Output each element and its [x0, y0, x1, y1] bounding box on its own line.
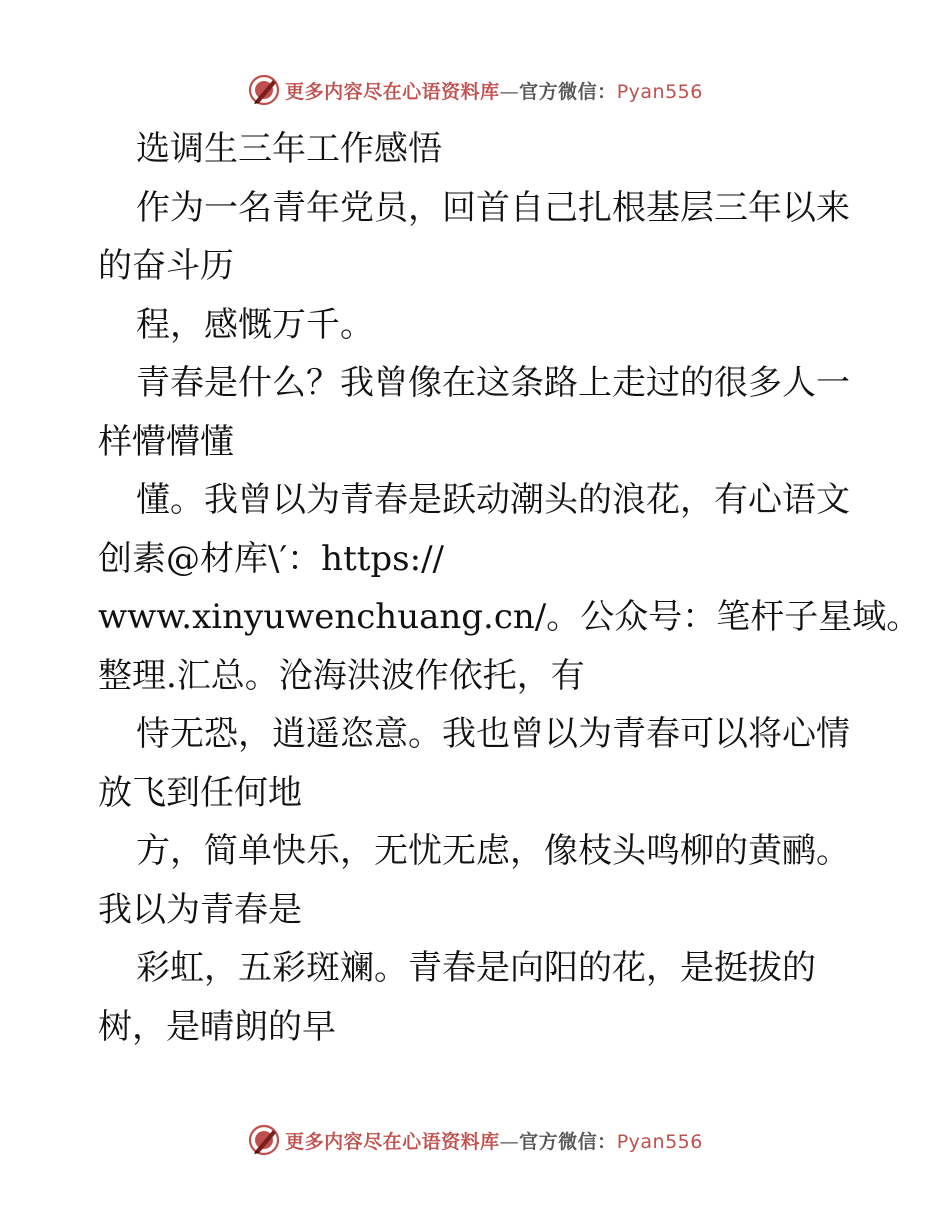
- footer-banner-id: Pyan556: [616, 1130, 703, 1153]
- doc-line: 我以为青春是: [98, 889, 302, 930]
- doc-line: 放飞到任何地: [98, 772, 302, 813]
- footer-banner: [0, 1120, 950, 1160]
- doc-line: 样懵懵懂: [98, 421, 234, 462]
- doc-line: 程，感慨万千。: [136, 304, 374, 345]
- header-banner-dash: —: [499, 80, 520, 103]
- footer-banner-main: 更多内容尽在心语资料库: [285, 1130, 500, 1153]
- footer-banner-text: [285, 1127, 703, 1154]
- header-banner-text: [285, 77, 703, 104]
- footer-banner-dash: —: [499, 1130, 520, 1153]
- doc-line: 的奋斗历: [98, 246, 234, 286]
- doc-line: 恃无恐，逍遥恣意。我也曾以为青春可以将心情: [136, 714, 850, 754]
- doc-line: 彩虹，五彩斑斓。青春是向阳的花，是挺拔的: [136, 948, 816, 988]
- header-banner: [0, 70, 950, 110]
- header-banner-id: Pyan556: [616, 80, 703, 103]
- doc-line: www.xinyuwenchuang.cn/。公众号：笔杆子星域。: [98, 597, 921, 637]
- document-body: [98, 120, 921, 1056]
- footer-banner-label: 官方微信：: [519, 1130, 617, 1153]
- doc-line: 创素@材库\′：https://: [98, 538, 444, 579]
- header-banner-main: 更多内容尽在心语资料库: [285, 80, 500, 103]
- header-banner-label: 官方微信：: [519, 80, 617, 103]
- doc-line: 青春是什么？我曾像在这条路上走过的很多人一: [136, 363, 850, 403]
- doc-title: 选调生三年工作感悟: [136, 129, 442, 169]
- doc-line: 作为一名青年党员，回首自己扎根基层三年以来: [136, 187, 850, 228]
- doc-line: 树，是晴朗的早: [98, 1006, 336, 1047]
- pen-logo-icon: [247, 73, 281, 107]
- doc-line: 方，简单快乐，无忧无虑，像枝头鸣柳的黄鹂。: [136, 831, 850, 871]
- pen-logo-icon: [247, 1123, 281, 1157]
- doc-line: 整理.汇总。沧海洪波作依托，有: [98, 655, 585, 696]
- doc-line: 懂。我曾以为青春是跃动潮头的浪花，有心语文: [136, 480, 850, 520]
